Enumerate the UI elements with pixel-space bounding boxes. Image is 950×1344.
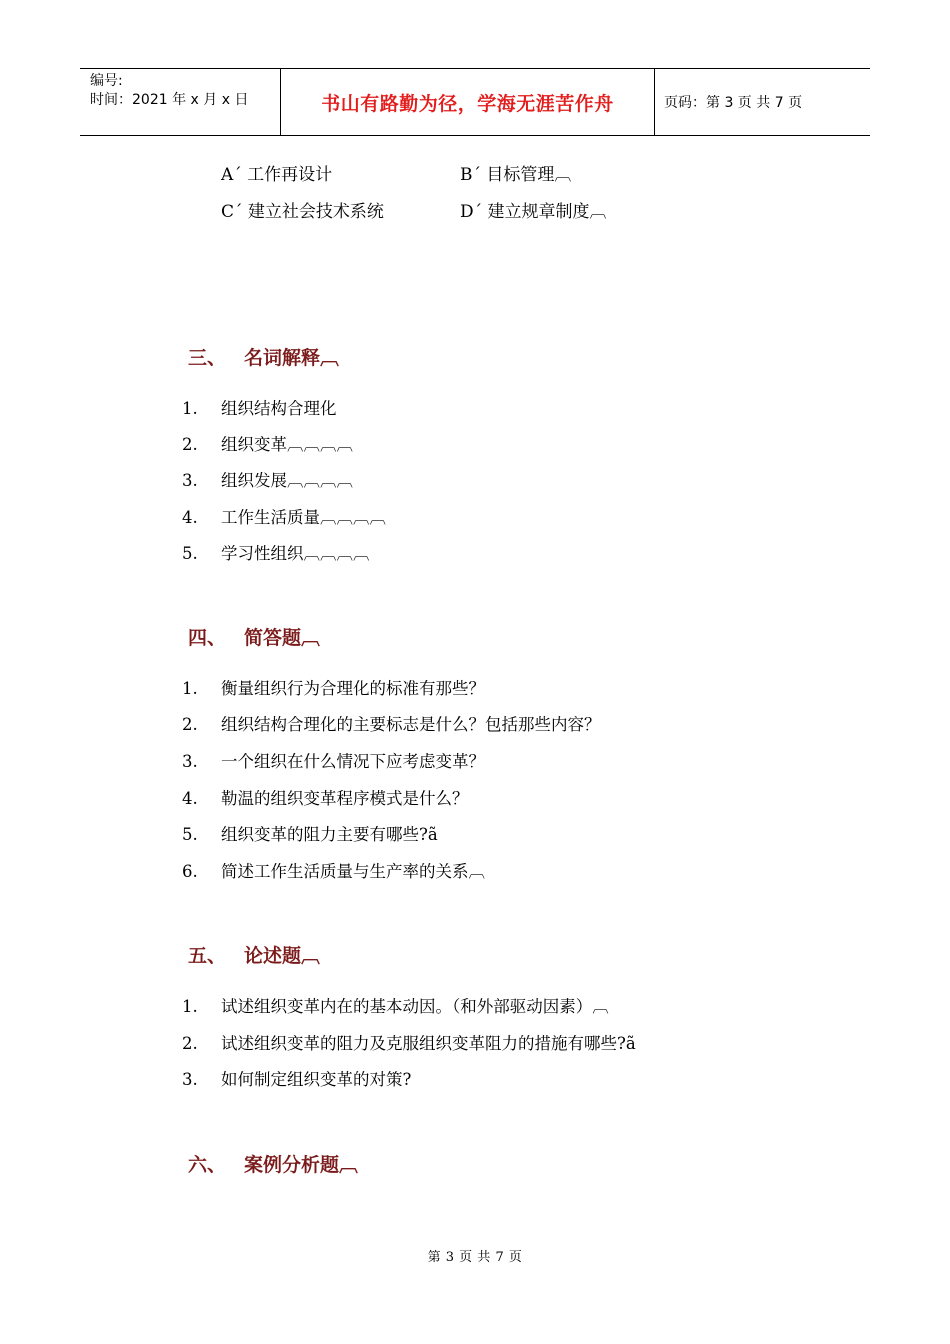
header-motto: 书山有路勤为径，学海无涯苦作舟 xyxy=(281,69,655,135)
item-number: 4. xyxy=(182,508,198,527)
item-text: 组织结构合理化的主要标志是什么？包括那些内容？ xyxy=(221,715,601,734)
item-text: 组织变革的阻力主要有哪些?ã xyxy=(221,825,438,844)
page-header xyxy=(80,68,870,136)
list-item xyxy=(182,858,485,882)
item-number: 6. xyxy=(182,862,198,881)
list-item xyxy=(182,504,386,528)
item-number: 2. xyxy=(182,1034,198,1053)
item-number: 3. xyxy=(182,1070,198,1089)
section-number: 四、 xyxy=(188,627,227,649)
list-item xyxy=(182,748,485,772)
section-heading-3 xyxy=(188,343,339,370)
section-title: 论述题︹ xyxy=(244,945,321,967)
option-c: Cˊ 建立社会技术系统 xyxy=(221,202,384,222)
item-number: 5. xyxy=(182,825,198,844)
section-title: 案例分析题︹ xyxy=(244,1154,359,1176)
section-number: 五、 xyxy=(188,945,227,967)
list-item xyxy=(182,1066,411,1090)
item-number: 3. xyxy=(182,752,198,771)
item-text: 勒温的组织变革程序模式是什么？ xyxy=(221,789,469,808)
list-item xyxy=(182,711,601,735)
item-text: 工作生活质量︹︹︹︹ xyxy=(221,508,386,527)
section-title: 简答题︹ xyxy=(244,627,321,649)
header-meta xyxy=(80,69,281,135)
item-number: 1. xyxy=(182,399,198,418)
item-number: 3. xyxy=(182,471,198,490)
item-number: 1. xyxy=(182,679,198,698)
item-text: 组织结构合理化 xyxy=(221,399,337,418)
option-a: Aˊ 工作再设计 xyxy=(221,165,333,185)
section-heading-6 xyxy=(188,1150,358,1177)
section-number: 三、 xyxy=(188,347,227,369)
list-item xyxy=(182,785,469,809)
item-number: 2. xyxy=(182,715,198,734)
item-number: 5. xyxy=(182,544,198,563)
item-number: 1. xyxy=(182,997,198,1016)
list-item xyxy=(182,821,438,845)
list-item xyxy=(182,431,353,455)
list-item xyxy=(182,395,337,419)
header-page-info: 页码：第 3 页 共 7 页 xyxy=(664,95,803,111)
header-time-label: 时间：2021 年 x 月 x 日 xyxy=(90,92,249,108)
item-text: 试述组织变革内在的基本动因。（和外部驱动因素）︹ xyxy=(221,997,609,1016)
item-number: 2. xyxy=(182,435,198,454)
item-text: 一个组织在什么情况下应考虑变革？ xyxy=(221,752,485,771)
list-item xyxy=(182,993,609,1017)
option-d: Dˊ 建立规章制度︹ xyxy=(460,202,607,222)
item-text: 组织变革︹︹︹︹ xyxy=(221,435,353,454)
list-item xyxy=(182,540,370,564)
header-number-label: 编号: xyxy=(90,73,123,89)
section-number: 六、 xyxy=(188,1154,227,1176)
option-b: Bˊ 目标管理︹ xyxy=(460,165,572,185)
item-text: 学习性组织︹︹︹︹ xyxy=(221,544,370,563)
item-number: 4. xyxy=(182,789,198,808)
section-heading-5 xyxy=(188,941,320,968)
item-text: 简述工作生活质量与生产率的关系︹ xyxy=(221,862,485,881)
page-footer: 第 3 页 共 7 页 xyxy=(427,1250,523,1265)
list-item xyxy=(182,675,485,699)
list-item xyxy=(182,1030,636,1054)
item-text: 组织发展︹︹︹︹ xyxy=(221,471,353,490)
item-text: 如何制定组织变革的对策? xyxy=(221,1070,412,1089)
item-text: 试述组织变革的阻力及克服组织变革阻力的措施有哪些?ã xyxy=(221,1034,636,1053)
list-item xyxy=(182,467,353,491)
section-title: 名词解释︹ xyxy=(244,347,340,369)
section-heading-4 xyxy=(188,623,320,650)
item-text: 衡量组织行为合理化的标准有那些？ xyxy=(221,679,485,698)
